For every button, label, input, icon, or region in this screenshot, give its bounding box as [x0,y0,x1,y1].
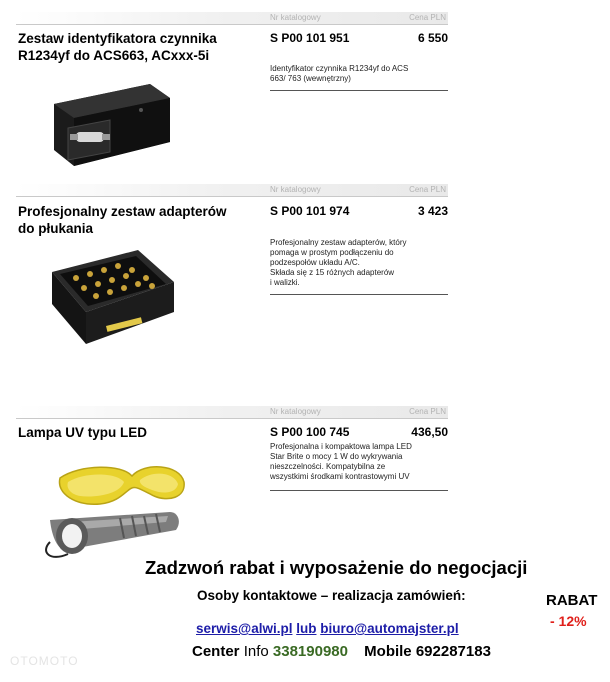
promo-headline: Zadzwoń rabat i wyposażenie do negocjacji [145,557,528,578]
product-description: Profesjonalny zestaw adapterów, który pomaga w prostym podłączeniu do podzespołów układu A/C. Składa się z 15 różnych adapterów i walizki. [270,238,407,287]
contacts-heading: Osoby kontaktowe – realizacja zamówień: [197,588,466,603]
catalog-number: S P00 100 745 [270,425,350,439]
catalog-number-header: Nr katalogowy [270,407,321,416]
catalog-number: S P00 101 974 [270,204,350,218]
price-value: 436,50 [411,425,448,439]
info-phone[interactable]: 338190980 [272,643,348,660]
catalog-number: S P00 101 951 [270,31,350,45]
product-title-line: Profesjonalny zestaw adapterów [18,204,227,219]
price-header: Cena PLN [409,407,446,416]
uv-lamp-image [40,458,196,562]
product-title: Lampa UV typu LED [18,425,148,440]
divider [270,90,448,91]
product-title-line: do płukania [18,221,94,236]
product-card [16,12,448,192]
watermark: OTOMOTO [10,654,79,668]
price-value: 6 550 [417,31,448,45]
email-line [196,621,459,636]
center-label: Center [192,643,240,660]
info-label: Info [243,643,269,660]
phone-line [192,643,491,660]
column-header-bar [16,12,448,25]
product-title [18,30,217,64]
product-title-line: Zestaw identyfikatora czynnika [18,31,217,46]
mobile-label: Mobile [364,643,412,660]
product-card [16,184,448,399]
rabat-label: RABAT [546,592,598,609]
price-header: Cena PLN [409,185,446,194]
price-header: Cena PLN [409,13,446,22]
price-value: 3 423 [417,204,448,218]
product-title-line: R1234yf do ACS663, ACxxx-5i [18,48,210,63]
column-header-bar [16,184,448,197]
email-link[interactable]: biuro@automajster.pl [320,621,459,636]
product-title [18,203,227,237]
divider [270,490,448,491]
email-connector: lub [296,621,317,636]
product-card [16,406,448,556]
product-description: Identyfikator czynnika R1234yf do ACS 663/ 763 (wewnętrzny) [270,64,409,83]
refrigerant-identifier-image [46,70,178,176]
catalog-number-header: Nr katalogowy [270,185,321,194]
rabat-value: - 12% [550,613,587,629]
divider [270,294,448,295]
product-description: Profesjonalna i kompaktowa lampa LED Star Brite o mocy 1 W do wykrywania nieszczelności. Kompatybilna ze wszystkimi środkami kontrastowymi UV [270,442,412,481]
mobile-phone[interactable]: 692287183 [415,643,491,660]
email-link[interactable]: serwis@alwi.pl [196,621,293,636]
column-header-bar [16,406,448,419]
adapter-case-image [46,242,178,352]
catalog-number-header: Nr katalogowy [270,13,321,22]
